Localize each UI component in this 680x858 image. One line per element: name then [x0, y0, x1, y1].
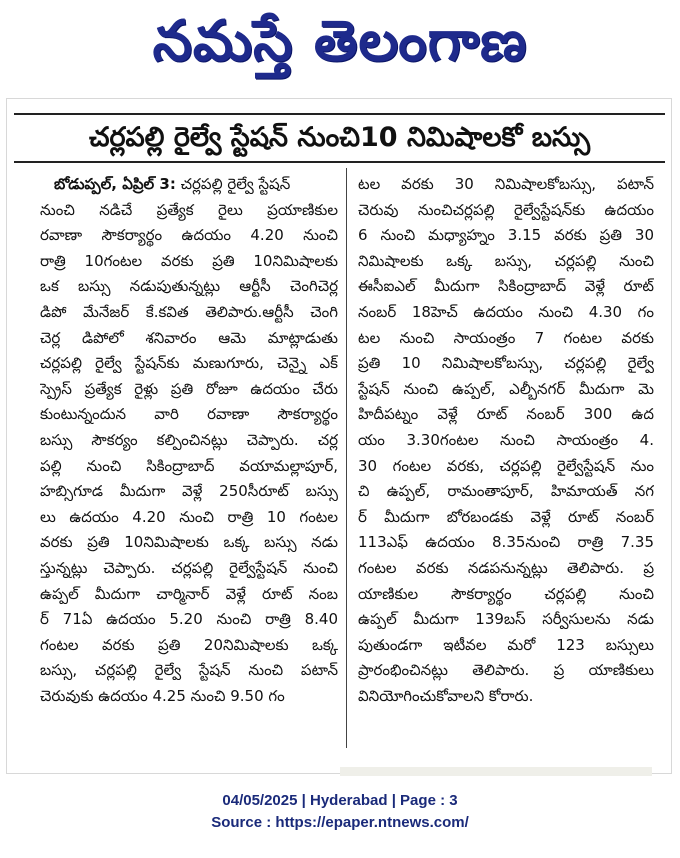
article-dateline: బోడుప్పల్, ఏప్రిల్ 3: [54, 175, 176, 193]
clipping-edge-strip [340, 767, 652, 776]
article-text-line: గంటల వరకు నడపనున్నట్లు తెలిపారు. ప్ర [358, 558, 654, 577]
article-text-line: స్తున్నట్లు చెప్పారు. చర్లపల్లి రైల్వేస్టేషన్ నుంచి [40, 558, 338, 577]
article-text-line: ర్ 71ఏ ఉదయం 5.20 నుంచి రాత్రి 8.40 [40, 610, 338, 629]
article-text-line: చెర్ల డిపోలో శనివారం ఆమె మాట్లాడుతు [40, 328, 338, 347]
article-text-line [40, 172, 338, 198]
article-text-line: గంటల వరకు ప్రతి 20నిమిషాలకు ఒక్క [40, 635, 338, 654]
article-text-line: చెరువుకు ఉదయం 4.25 నుంచి 9.50 గం [40, 686, 285, 705]
footer-source: Source : https://epaper.ntnews.com/ [211, 814, 469, 831]
article-text-line: చర్లపల్లి రైల్వే స్టేషన్‌కు మణుగూరు, చెన్నై ఎక్ [40, 354, 338, 373]
article-text-line: ఈసీఐఎల్ మీదుగా సికింద్రాబాద్ వెళ్లే రూట్ [358, 277, 654, 296]
article-text-line: యాణికుల సౌకర్యార్థం చర్లపల్లి నుంచి [358, 584, 654, 603]
article-text-line: చి ఉప్పల్, రామంతాపూర్, హిమాయత్ నగ [358, 482, 654, 501]
footer-date-edition: 04/05/2025 | Hyderabad | Page : 3 [222, 792, 458, 809]
newspaper-logo: నమస్తే తెలంగాణ [152, 8, 528, 74]
article-text-line: టల నుంచి సాయంత్రం 7 గంటల వరకు [358, 328, 654, 347]
article-text-line: ప్రారంభించినట్లు తెలిపారు. ప్ర యాణికులు [358, 661, 654, 680]
article-text-line: ఒక బస్సు నడుపుతున్నట్లు ఆర్టీసీ చెంగిచెర్ల [40, 277, 338, 296]
article-text-line: హిదీపట్నం వెళ్లే రూట్ నంబర్ 300 ఉద [358, 405, 654, 424]
article-text-line: స్టేషన్ నుంచి ఉప్పల్, ఎల్బీనగర్ మీదుగా మె [358, 379, 654, 398]
article-text-fragment: చర్లపల్లి రైల్వే స్టేషన్ [180, 175, 291, 193]
article-text-line: రాత్రి 10గంటల వరకు ప్రతి 10నిమిషాలకు [40, 251, 338, 270]
article-text-line: లు ఉదయం 4.20 నుంచి రాత్రి 10 గంటల [40, 507, 338, 526]
article-text-line: స్ప్రెస్ ప్రత్యేక రైళ్లు ప్రతి రోజూ ఉదయం చేరు [40, 379, 338, 398]
article-text-line: నుంచి నడిచే ప్రత్యేక రైలు ప్రయాణికుల [40, 200, 338, 219]
article-text-line: ర్ మీదుగా బోరబండకు వెళ్లే రూట్ నంబర్ [358, 507, 654, 526]
article-text-line: ప్రతి 10 నిమిషాలకోబస్సు, చర్లపల్లి రైల్వే [358, 354, 654, 373]
article-text-line: కుంటున్నందున వారి రవాణా సౌకర్యార్థం [40, 405, 338, 424]
article-text-line: యం 3.30గంటల నుంచి సాయంత్రం 4. [358, 430, 654, 449]
article-headline: చర్లపల్లి రైల్వే స్టేషన్ నుంచి10 నిమిషాలకో బస్సు [88, 122, 591, 153]
column-divider [346, 168, 347, 748]
masthead [0, 0, 680, 86]
article-text-line: బస్సు, చర్లపల్లి రైల్వే స్టేషన్ నుంచి పటాన్ [40, 661, 338, 680]
article-text-line: బస్సు సౌకర్యం కల్పించినట్లు చెప్పారు. చర్ల [40, 430, 338, 449]
article-text-line: 6 నుంచి మధ్యాహ్నం 3.15 వరకు ప్రతి 30 [358, 226, 654, 245]
article-text-line: నంబర్ 18హెచ్ ఉదయం నుంచి 4.30 గం [358, 302, 654, 321]
article-text-line: 113ఎఫ్ ఉదయం 8.35నుంచి రాత్రి 7.35 [358, 533, 654, 552]
clipping-footer [0, 790, 680, 834]
article-text-line: పల్లి నుంచి సికింద్రాబాద్ వయామల్లాపూర్, [40, 456, 338, 475]
article-text-line: రవాణా సౌకర్యార్థం ఉదయం 4.20 నుంచి [40, 226, 338, 245]
article-text-line: ఉప్పల్ మీదుగా 139బస్ సర్వీసులను నడు [358, 610, 654, 629]
article-text-line: 30 గంటల వరకు, చర్లపల్లి రైల్వేస్టేషన్ నుం [358, 456, 654, 475]
article-column-right [358, 172, 654, 709]
article-text-line: వినియోగించుకోవాలని కోరారు. [358, 686, 534, 705]
article-text-line: ఉప్పల్ మీదుగా చార్మినార్ వెళ్లే రూట్ నంబ [40, 584, 338, 603]
article-column-left [40, 172, 338, 709]
article-text-line: టల వరకు 30 నిమిషాలకోబస్సు, పటాన్ [358, 175, 654, 193]
article-text-line: డిపో మేనేజర్ కే.కవిత తెలిపారు.ఆర్టీసీ చెంగి [40, 302, 338, 321]
article-text-line: హబ్సిగూడ మీదుగా వెళ్లే 250సీరూట్ బస్సు [40, 482, 338, 501]
article-text-line: వరకు ప్రతి 10నిమిషాలకు ఒక్క బస్సు నడు [40, 533, 338, 552]
article-text-line: పుతుండగా ఇటీవల మరో 123 బస్సులు [358, 635, 654, 654]
article-text-line: చెరువు నుంచిచర్లపల్లి రైల్వేస్టేషన్‌కు ఉదయం [358, 200, 654, 219]
article-text-line: నిమిషాలకు ఒక్క బస్సు, చర్లపల్లి నుంచి [358, 251, 654, 270]
headline-bar [14, 113, 665, 163]
